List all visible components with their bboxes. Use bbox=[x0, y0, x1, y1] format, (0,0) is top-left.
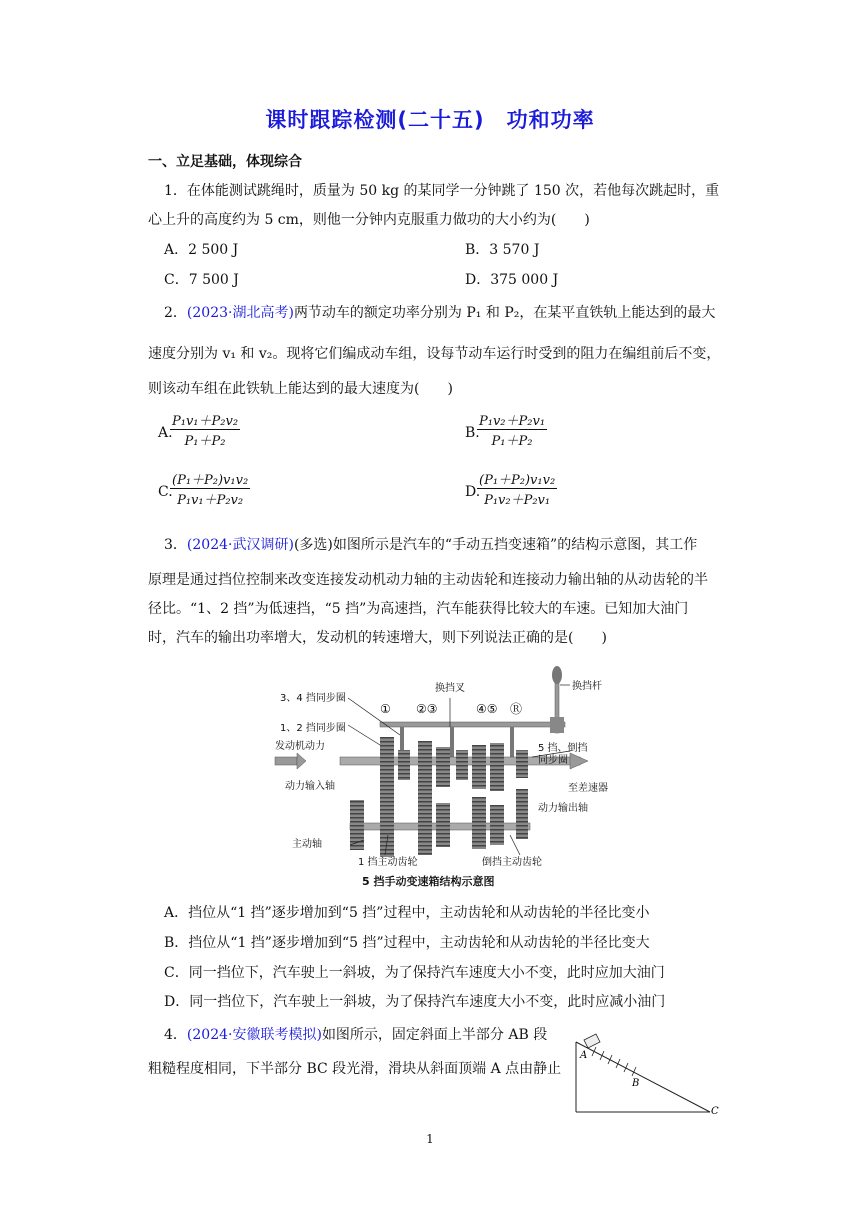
label-mainshaft: 主动轴 bbox=[292, 839, 322, 850]
q4-line1-text: 如图所示，固定斜面上半部分 AB 段 bbox=[321, 1027, 548, 1043]
q2-line1-text: 两节动车的额定功率分别为 P₁ 和 P₂，在某平直铁轨上能达到的最大 bbox=[293, 305, 716, 321]
incline-figure bbox=[570, 1032, 730, 1116]
figure-caption: 5 挡手动变速箱结构示意图 bbox=[362, 875, 495, 888]
q2-option-a-fraction bbox=[170, 410, 240, 449]
q1-line1: 1．在体能测试跳绳时，质量为 50 kg 的某同学一分钟跳了 150 次，若他每次跳起时，重 bbox=[164, 183, 720, 199]
q1-option-d: D．375 000 J bbox=[465, 272, 559, 288]
q2-line1 bbox=[164, 302, 715, 322]
q4-number: 4． bbox=[164, 1027, 187, 1043]
q3-option-c: C．同一挡位下，汽车驶上一斜坡，为了保持汽车速度大小不变，此时应加大油门 bbox=[164, 965, 665, 981]
q3-option-b: B．挡位从“1 挡”逐步增加到“5 挡”过程中，主动齿轮和从动齿轮的半径比变大 bbox=[164, 935, 650, 951]
q4-line2: 粗糙程度相同，下半部分 BC 段光滑，滑块从斜面顶端 A 点由静止 bbox=[148, 1061, 562, 1077]
q2-line3: 则该动车组在此铁轨上能达到的最大速度为( ) bbox=[148, 381, 453, 397]
q2-option-c-label: C. bbox=[158, 484, 173, 500]
label-todiff: 至差速器 bbox=[568, 783, 608, 794]
marker-4-5: ④⑤ bbox=[476, 702, 498, 716]
q2-line2: 速度分别为 v₁ 和 v₂。现将它们编成动车组，设每节动车运行时受到的阻力在编组前后不变， bbox=[148, 346, 721, 362]
label-outshaft: 动力输出轴 bbox=[538, 803, 588, 814]
q2-b-denominator: P₁＋P₂ bbox=[491, 434, 533, 449]
q3-number: 3． bbox=[164, 537, 187, 553]
q1-option-b: B．3 570 J bbox=[465, 242, 540, 258]
label-inshaft: 动力输入轴 bbox=[285, 781, 335, 792]
point-c-label: C bbox=[711, 1106, 719, 1116]
point-b-label: B bbox=[632, 1078, 640, 1089]
q2-c-numerator: (P₁＋P₂)v₁v₂ bbox=[170, 469, 250, 489]
label-shiftfork: 换挡叉 bbox=[435, 683, 465, 694]
q2-number: 2． bbox=[164, 305, 187, 321]
q2-source: (2023·湖北高考) bbox=[186, 305, 294, 321]
q2-a-numerator: P₁v₁＋P₂v₂ bbox=[170, 410, 240, 430]
q2-c-denominator: P₁v₁＋P₂v₂ bbox=[177, 493, 244, 508]
q3-line4: 时，汽车的输出功率增大，发动机的转速增大，则下列说法正确的是( ) bbox=[148, 630, 607, 646]
q2-a-denominator: P₁＋P₂ bbox=[184, 434, 226, 449]
marker-1: ① bbox=[380, 702, 391, 716]
q3-source: (2024·武汉调研) bbox=[186, 537, 294, 553]
q1-option-a: A．2 500 J bbox=[164, 242, 239, 258]
q2-option-a-label: A. bbox=[158, 425, 173, 441]
label-shiftlever: 换挡杆 bbox=[572, 681, 602, 692]
slider-block bbox=[584, 1034, 600, 1048]
marker-2-3: ②③ bbox=[416, 702, 438, 716]
label-sync34: 3、4 挡同步圈 bbox=[280, 693, 346, 704]
q1-line2: 心上升的高度约为 5 cm，则他一分钟内克服重力做功的大小约为( ) bbox=[148, 212, 590, 228]
q2-option-c-fraction bbox=[170, 469, 250, 508]
q2-option-d-label: D. bbox=[465, 484, 481, 500]
q2-option-d-fraction bbox=[477, 469, 557, 508]
q3-line1 bbox=[164, 534, 697, 554]
q3-line3: 径比。“1、2 挡”为低速挡，“5 挡”为高速挡，汽车能获得比较大的车速。已知加大油门 bbox=[148, 601, 689, 617]
q2-b-numerator: P₁v₂＋P₂v₁ bbox=[477, 410, 547, 430]
q1-option-c: C．7 500 J bbox=[164, 272, 239, 288]
marker-r: Ⓡ bbox=[510, 702, 523, 716]
q4-source: (2024·安徽联考模拟) bbox=[186, 1027, 322, 1043]
q3-line2: 原理是通过挡位控制来改变连接发动机动力轴的主动齿轮和连接动力输出轴的从动齿轮的半 bbox=[148, 572, 708, 588]
q3-option-d: D．同一挡位下，汽车驶上一斜坡，为了保持汽车速度大小不变，此时应减小油门 bbox=[164, 994, 666, 1010]
q2-d-denominator: P₁v₂＋P₂v₁ bbox=[484, 493, 551, 508]
q3-tag: (多选) bbox=[293, 537, 333, 553]
label-engine: 发动机动力 bbox=[275, 741, 325, 752]
q2-d-numerator: (P₁＋P₂)v₁v₂ bbox=[477, 469, 557, 489]
q2-option-b-fraction bbox=[477, 410, 547, 449]
page-number: 1 bbox=[426, 1132, 434, 1146]
label-sync12: 1、2 挡同步圈 bbox=[280, 723, 346, 734]
label-gear1: 1 挡主动齿轮 bbox=[358, 857, 418, 868]
label-sync5r-1: 5 挡、倒挡 bbox=[538, 743, 588, 754]
page-title: 课时跟踪检测(二十五) 功和功率 bbox=[265, 108, 595, 132]
label-gearR: 倒挡主动齿轮 bbox=[482, 857, 542, 868]
q4-line1 bbox=[164, 1024, 547, 1044]
section-heading: 一、立足基础，体现综合 bbox=[148, 154, 302, 170]
point-a-label: A bbox=[580, 1050, 588, 1061]
gearbox-figure bbox=[270, 665, 620, 891]
label-sync5r-2: 同步圈 bbox=[538, 755, 568, 766]
q3-option-a: A．挡位从“1 挡”逐步增加到“5 挡”过程中，主动齿轮和从动齿轮的半径比变小 bbox=[164, 905, 650, 921]
q3-line1-text: 如图所示是汽车的“手动五挡变速箱”的结构示意图，其工作 bbox=[332, 537, 698, 553]
q2-option-b-label: B. bbox=[465, 425, 480, 441]
